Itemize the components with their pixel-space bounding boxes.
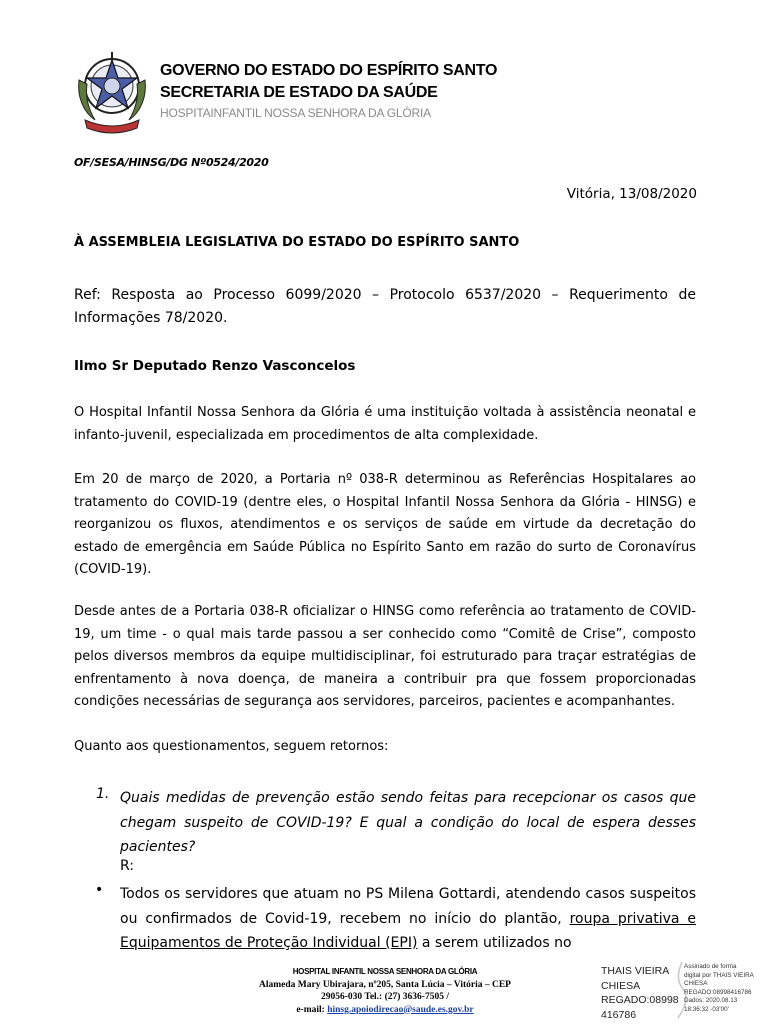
signature-detail-line: 18:36:32 -03'00' [684,1005,729,1013]
signature-name-line: THAIS VIEIRA [601,965,670,977]
paragraph-2: Em 20 de março de 2020, a Portaria nº 038-R determinou as Referências Hospitalares ao tratamento do COVID-19 (dentre eles, o Hospital Infantil Nossa Senhora da Glória - HINSG) e reorganizou os fluxos, atendimentos e os serviços de saúde em virtude da decretação do estado de emergência em Saúde Pública no Espírito Santo em razão do surto de Coronavírus (COVID-19). [74,472,696,577]
government-title: GOVERNO DO ESTADO DO ESPÍRITO SANTO [160,62,498,79]
question-number: 1. [96,786,110,802]
question-1: Quais medidas de prevenção estão sendo feitas para recepcionar os casos que chegam suspeito de COVID-19? E qual a condição do local de espera desses pacientes? [120,790,696,855]
paragraph-3: Desde antes de a Portaria 038-R oficializar o HINSG como referência ao tratamento de COVID-19, um time - o qual mais tarde passou a ser conhecido como “Comitê de Crise”, composto pelos diversos membros da equipe multidisciplinar, foi estruturado para traçar estratégias de enfrentamento à nova doença, de maneira a contribuir pra que fossem proporcionadas condições necessárias de segurança aos servidores, parceiros, pacientes e acompanhantes. [74,604,696,709]
secretariat-title: SECRETARIA DE ESTADO DA SAÚDE [160,84,438,101]
digital-signature-details [684,963,770,1014]
bullet-text-end: a serem utilizados no [417,935,572,951]
document-date: Vitória, 13/08/2020 [566,186,697,202]
signature-detail-line: Dados: 2020.08.13 [684,997,738,1004]
answer-label: R: [120,858,135,874]
signature-name-line: REGADO:08998 [601,994,679,1006]
digital-signature-name [601,964,681,1022]
footer-hospital-name: HOSPITAL INFANTIL NOSSA SENHORA DA GLÓRIA [292,967,478,976]
footer-email-link[interactable]: hinsg.apoiodirecao@saude.es.gov.br [327,1004,474,1015]
footer-phone: 29056-030 Tel.: (27) 3636-7505 / [321,992,449,1002]
document-number: OF/SESA/HINSG/DG Nº0524/2020 [74,156,269,169]
signature-detail-line: Assinado de forma [684,963,737,970]
bullet-text-start: Todos os servidores que atuam no PS Milena Gottardi, atendendo casos suspeitos ou confirmados de Covid-19, recebem no início do plantão, [120,886,696,927]
bullet-text-underlined: roupa privativa e Equipamentos de Proteção Individual (EPI) [120,910,696,951]
bullet-item-1 [120,882,696,952]
signature-name-line: CHIESA [601,979,641,992]
footer-address: Alameda Mary Ubirajara, nº205, Santa Lúcia – Vitória – CEP [259,979,511,990]
footer-email-line [200,1004,570,1017]
reference-line: Ref: Resposta ao Processo 6099/2020 – Protocolo 6537/2020 – Requerimento de Informações 78/2020. [74,287,696,326]
greeting: Ilmo Sr Deputado Renzo Vasconcelos [74,358,356,374]
footer-email-label: e-mail: [296,1004,328,1015]
state-seal-icon [73,50,151,136]
page-footer [200,966,570,1016]
addressee: À ASSEMBLEIA LEGISLATIVA DO ESTADO DO ESPÍRITO SANTO [74,235,520,250]
paragraph-4: Quanto aos questionamentos, seguem retornos: [74,739,389,754]
signature-detail-line: digital por THAIS VIEIRA [684,971,754,979]
signature-detail-line: REGADO:08998416786 [684,988,752,996]
bullet-marker: • [95,882,104,898]
signature-name-line: 416786 [601,1008,637,1021]
hospital-subtitle: HOSPITAINFANTIL NOSSA SENHORA DA GLÓRIA [160,106,431,120]
paragraph-1: O Hospital Infantil Nossa Senhora da Glória é uma instituição voltada à assistência neonatal e infanto-juvenil, especializada em procedimentos de alta complexidade. [74,405,696,443]
signature-detail-line: CHIESA [684,980,708,987]
